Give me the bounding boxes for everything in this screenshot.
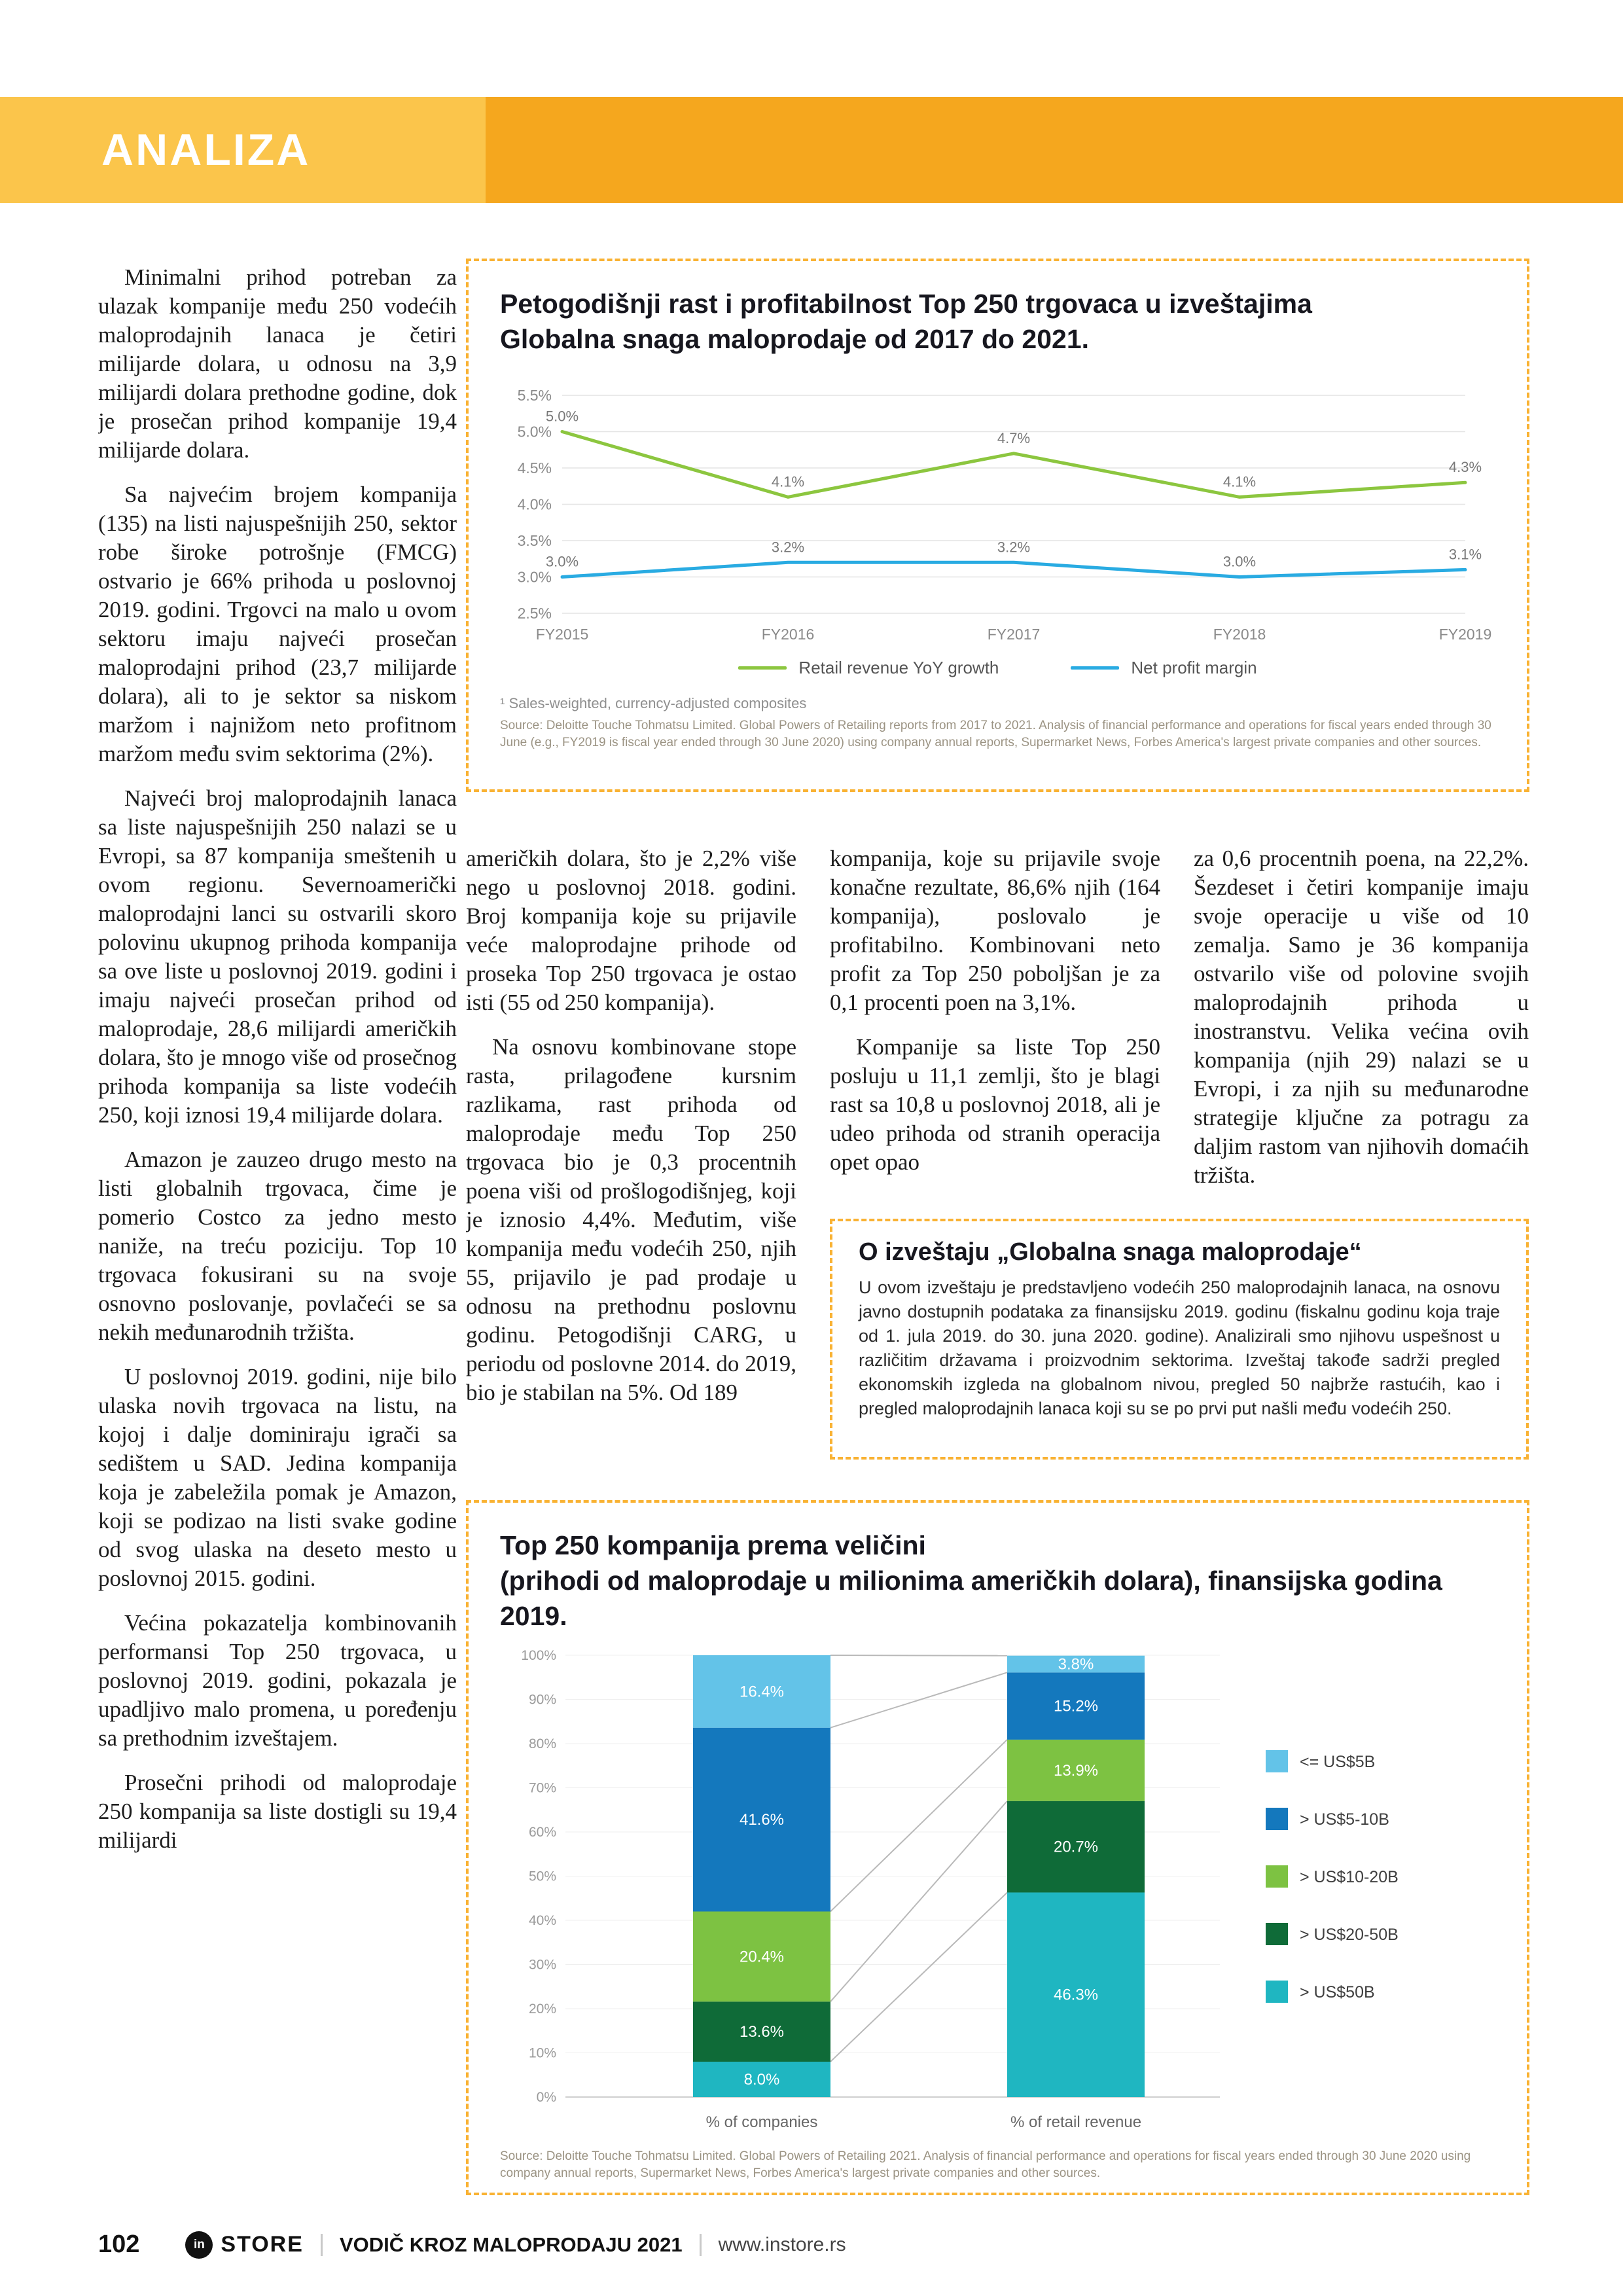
- legend-swatch: [1266, 1865, 1288, 1888]
- point-label: 5.0%: [545, 408, 579, 425]
- legend-item: [1071, 658, 1257, 678]
- chart-source: Source: Deloitte Touche Tohmatsu Limited. Global Powers of Retailing reports from 2017 to 2021. Analysis of financial performance and operations for fiscal years ended through 30 June (e.g., FY2019 is fiscal year ended through 30 June 2020) using company annual reports, Supermarket News, Forbes America's largest private companies and other sources.: [500, 719, 1491, 749]
- footer-divider: [700, 2234, 702, 2256]
- paragraph: Minimalni prihod potreban za ulazak kompanije među 250 vodećih maloprodajnih lanaca je četiri milijarde dolara, u odnosu na 3,9 milijardi dolara prethodne godine, dok je prosečan prihod kompanije 19,4 milijarde dolara.: [98, 264, 457, 463]
- segment-label: 46.3%: [1053, 1986, 1099, 2004]
- chart-title-line: Globalna snaga maloprodaje od 2017 do 2021.: [500, 324, 1090, 354]
- article-column-3: [830, 844, 1160, 1203]
- y-tick-label: 2.5%: [517, 605, 552, 622]
- point-label: 3.0%: [545, 553, 579, 570]
- point-label: 4.1%: [1222, 473, 1257, 490]
- legend-label: > US$5-10B: [1300, 1810, 1389, 1829]
- legend-swatch: [1266, 1808, 1288, 1830]
- website-url: www.instore.rs: [718, 2233, 846, 2255]
- y-tick-label: 70%: [528, 1780, 556, 1796]
- legend-label: > US$50B: [1300, 1983, 1375, 2001]
- y-tick-label: 4.0%: [517, 495, 552, 513]
- segment-label: 3.8%: [1058, 1655, 1094, 1674]
- footer-divider: [321, 2234, 323, 2256]
- legend-label: Retail revenue YoY growth: [798, 658, 999, 677]
- point-label: 3.2%: [997, 539, 1031, 556]
- legend-swatch: [1266, 1923, 1288, 1945]
- y-tick-label: 4.5%: [517, 459, 552, 476]
- series-line-1: [562, 562, 1465, 577]
- point-label: 3.0%: [1222, 553, 1257, 570]
- segment-label: 8.0%: [743, 2071, 780, 2089]
- y-tick-label: 3.0%: [517, 568, 552, 586]
- legend-label: <= US$5B: [1300, 1753, 1376, 1771]
- article-column-4: [1194, 844, 1529, 1203]
- y-tick-label: 90%: [528, 1692, 556, 1708]
- y-tick-label: 30%: [528, 1957, 556, 1973]
- chart-title-line: Petogodišnji rast i profitabilnost Top 250 trgovaca u izveštajima: [500, 289, 1312, 319]
- connector-line: [830, 1655, 1007, 1656]
- chart-footnote: ¹ Sales-weighted, currency-adjusted composites: [500, 695, 807, 711]
- connector-line: [830, 1672, 1007, 1727]
- x-tick-label: FY2015: [535, 626, 589, 643]
- brand-name: STORE: [221, 2232, 304, 2257]
- header-accent-band: [486, 97, 1623, 203]
- x-tick-label: FY2018: [1213, 626, 1266, 643]
- x-tick-label: % of companies: [705, 2113, 818, 2131]
- legend-label: > US$20-50B: [1300, 1926, 1399, 1944]
- legend-label: > US$10-20B: [1300, 1868, 1399, 1886]
- y-tick-label: 20%: [528, 2001, 556, 2017]
- chart-source: Source: Deloitte Touche Tohmatsu Limited. Global Powers of Retailing 2021. Analysis of financial performance and operations for fiscal years ended through 30 June 2020 using company annual reports, Supermarket News, Forbes America's largest private companies and other sources.: [500, 2149, 1471, 2180]
- report-box-title: O izveštaju „Globalna snaga maloprodaje“: [859, 1238, 1362, 1266]
- section-header-band: [0, 97, 486, 203]
- stacked-bar-chart: [500, 1639, 1495, 2143]
- point-label: 4.7%: [997, 429, 1031, 446]
- y-tick-label: 80%: [528, 1736, 556, 1751]
- connector-line: [830, 1740, 1007, 1912]
- paragraph: Amazon je zauzeo drugo mesto na listi globalnih trgovaca, čime je pomerio Costco za jedno mesto naniže, na treću poziciju. Top 10 trgovaca fokusirani su na svoje osnovno poslovanje, povlačeći se sa nekih međunarodnih tržišta.: [98, 1147, 457, 1345]
- y-tick-label: 60%: [528, 1825, 556, 1840]
- y-tick-label: 100%: [521, 1648, 556, 1663]
- x-tick-label: FY2017: [987, 626, 1041, 643]
- point-label: 4.3%: [1448, 459, 1482, 476]
- y-tick-label: 5.5%: [517, 387, 552, 404]
- paragraph: američkih dolara, što je 2,2% više nego u poslovnoj 2018. godini. Broj kompanija koje su prijavile veće maloprodajne prihode od proseka Top 250 trgovaca je ostao isti (55 od 250 kompanija).: [466, 846, 796, 1015]
- segment-label: 15.2%: [1053, 1697, 1099, 1715]
- segment-label: 20.4%: [739, 1948, 785, 1966]
- paragraph: Prosečni prihodi od maloprodaje 250 kompanija sa liste dostigli su 19,4 milijardi: [98, 1770, 457, 1853]
- x-tick-label: % of retail revenue: [1010, 2113, 1142, 2131]
- legend-swatch: [1071, 666, 1119, 670]
- y-tick-label: 3.5%: [517, 532, 552, 549]
- paragraph: Najveći broj maloprodajnih lanaca sa liste najuspešnijih 250 nalazi se u Evropi, sa 87 kompanija smeštenih u ovom regionu. Severnoamerički maloprodajni lanci su ostvarili skoro polovinu ukupnog prihoda kompanija sa ove liste u poslovnoj 2019. godini i imaju najveći prosečan prihod od maloprodaje, 28,6 milijardi američkih dolara, što je mnogo više od prosečnog prihoda kompanija sa liste vodećih 250, koji iznosi 19,4 milijarde dolara.: [98, 785, 457, 1128]
- paragraph: Na osnovu kombinovane stope rasta, prilagođene kursnim razlikama, rast prihoda od maloprodaje među Top 250 trgovaca bio je 0,3 procentnih poena viši od prošlogodišnjeg, koji je iznosio 4,4%. Međutim, više kompanija među vodećih 250, njih 55, prijavilo je pad prodaje u odnosu na prethodnu poslovnu godinu. Petogodišnji CARG, u periodu od poslovne 2014. do 2019, bio je stabilan na 5%. Od 189: [466, 1034, 796, 1405]
- connector-line: [830, 1892, 1007, 2062]
- legend-swatch: [1266, 1981, 1288, 2003]
- article-column-1: [98, 263, 457, 2200]
- point-label: 3.1%: [1448, 546, 1482, 563]
- legend-label: Net profit margin: [1131, 658, 1257, 677]
- segment-label: 41.6%: [739, 1811, 785, 1829]
- x-tick-label: FY2019: [1438, 626, 1492, 643]
- section-title: ANALIZA: [101, 125, 311, 175]
- segment-label: 13.6%: [739, 2023, 785, 2041]
- instore-logo-icon: in: [185, 2231, 213, 2259]
- brand-lockup: [185, 2231, 304, 2259]
- article-column-2: [466, 844, 796, 1489]
- paragraph: za 0,6 procentnih poena, na 22,2%. Šezdeset i četiri kompanije imaju svoje operacije u više od 10 zemalja. Samo je 36 kompanija ostvarilo više od polovine svojih maloprodajnih prihoda u inostranstvu. Velika većina ovih kompanija (njih 29) nalazi se u Evropi, i za njih su međunarodne strategije ključne za potragu za daljim rastom van njihovih domaćih tržišta.: [1194, 846, 1529, 1188]
- segment-label: 13.9%: [1053, 1761, 1099, 1780]
- report-info-box: [830, 1219, 1529, 1460]
- connector-line: [830, 1801, 1007, 2001]
- point-label: 4.1%: [771, 473, 805, 490]
- segment-label: 20.7%: [1053, 1838, 1099, 1856]
- paragraph: U poslovnoj 2019. godini, nije bilo ulaska novih trgovaca na listu, na kojoj i dalje dominiraju igrači sa sedištem u SAD. Jedina kompanija koja je zabeležila pomak je Amazon, koji se podizao na listi svake godine od svog ulaska na deseto mesto u poslovnoj 2015. godini.: [98, 1364, 457, 1591]
- legend-swatch: [1266, 1750, 1288, 1772]
- bar-chart-panel: [466, 1500, 1529, 2195]
- line-chart: [500, 366, 1495, 647]
- paragraph: Većina pokazatelja kombinovanih performansi Top 250 trgovaca, u poslovnoj 2019. godini, pokazala je upadljivo malo promena, u poređenju sa prethodnim izveštajem.: [98, 1610, 457, 1751]
- y-tick-label: 40%: [528, 1913, 556, 1928]
- legend-swatch: [738, 666, 787, 670]
- page-footer: [98, 2231, 1525, 2259]
- line-chart-panel: [466, 259, 1529, 792]
- guide-title: VODIČ KROZ MALOPRODAJU 2021: [339, 2233, 683, 2256]
- segment-label: 16.4%: [739, 1683, 785, 1701]
- chart-title-line: Top 250 kompanija prema veličini: [500, 1530, 926, 1560]
- x-tick-label: FY2016: [761, 626, 815, 643]
- y-tick-label: 50%: [528, 1869, 556, 1884]
- paragraph: kompanija, koje su prijavile svoje konačne rezultate, 86,6% njih (164 kompanija), poslovalo je profitabilno. Kombinovani neto profit za Top 250 poboljšan je za 0,1 procenti poen na 3,1%.: [830, 846, 1160, 1015]
- legend-item: [738, 658, 999, 678]
- paragraph: Sa najvećim brojem kompanija (135) na listi najuspešnijih 250, sektor robe široke potrošnje (FMCG) ostvario je 66% prihoda u poslovnoj 2019. godini. Trgovci na malo u ovom sektoru imaju najveći prosečan maloprodajni prihod (23,7 milijarde dolara), ali to je sektor sa niskom maržom i najnižom neto profitnom maržom među svim sektorima (2%).: [98, 482, 457, 766]
- point-label: 3.2%: [771, 539, 805, 556]
- chart-title-line: (prihodi od maloprodaje u milionima američkih dolara), finansijska godina 2019.: [500, 1566, 1442, 1631]
- report-box-body: U ovom izveštaju je predstavljeno vodećih 250 maloprodajnih lanaca, na osnovu javno dostupnih podataka za finansijsku 2019. godinu (fiskalnu godinu koja traje od 1. jula 2019. do 30. juna 2020. godine). Analizirali smo njihovu uspešnost u različitim državama i proizvodnim sektorima. Izveštaj takođe sadrži pregled ekonomskih izgleda na globalnom nivou, pregled 50 najbrže rastućih, kao i pregled maloprodajnih lanaca koji su se po prvi put našli među vodećih 250.: [859, 1278, 1500, 1418]
- paragraph: Kompanije sa liste Top 250 posluju u 11,1 zemlji, što je blagi rast sa 10,8 u poslovnoj 2018, ali je udeo prihoda od stranih operacija opet opao: [830, 1034, 1160, 1175]
- y-tick-label: 5.0%: [517, 423, 552, 440]
- page-number: 102: [98, 2231, 140, 2258]
- y-tick-label: 10%: [528, 2045, 556, 2061]
- line-chart-legend: [500, 658, 1495, 678]
- y-tick-label: 0%: [536, 2090, 556, 2105]
